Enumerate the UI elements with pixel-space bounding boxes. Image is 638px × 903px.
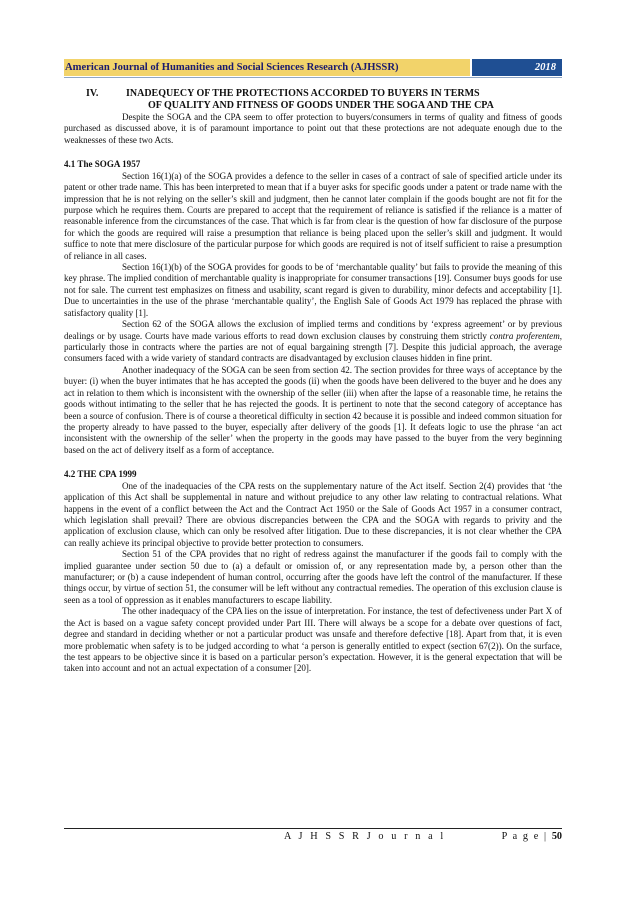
soga-paragraph-3 bbox=[64, 319, 562, 365]
footer-divider bbox=[64, 828, 562, 829]
article-body bbox=[64, 88, 562, 675]
latin-phrase: contra proferentem bbox=[489, 330, 560, 341]
journal-title: American Journal of Humanities and Social Sciences Research (AJHSSR) bbox=[64, 59, 470, 76]
page-label: P a g e | bbox=[501, 831, 552, 842]
cpa-paragraph-1: One of the inadequacies of the CPA rests on the supplementary nature of the Act itself. Section 2(4) provides that ‘the application of this Act shall be supplemental in nature and without prejudice to any other law relating to contractual relations. What happens in the event of a conflict between the Act and the Contract Act 1950 or the Sale of Goods Act 1957 in a consumer contract, which legislation shall prevail? There are obvious discrepancies between the CPA and the SOGA with regards to privity and the application of exclusion clause, which can only be resolved after litigation. Due to these discrepancies, it is not clear whether the CPA can really achieve its principal objective to provide better protection to consumers. bbox=[64, 480, 562, 548]
intro-paragraph: Despite the SOGA and the CPA seem to offer protection to buyers/consumers in terms of quality and fitness of goods purchased as discussed above, it is of paramount importance to point out that these protections are not adequate enough due to the weaknesses of these two Acts. bbox=[64, 112, 562, 145]
header-divider bbox=[64, 77, 562, 78]
subsection-heading-cpa: 4.2 THE CPA 1999 bbox=[64, 469, 137, 480]
footer-journal: A J H S S R J o u r n a l bbox=[284, 831, 446, 842]
soga-paragraph-2: Section 16(1)(b) of the SOGA provides for goods to be of ‘merchantable quality’ but fails to provide the meaning of this key phrase. The implied condition of merchantable quality is inappropriate for consumer transactions [19]. Consumer buys goods for use not for sale. The current test emphasizes on fitness and usability, scant regard is given to durability, minor defects and acceptability [1]. Due to uncertainties in the use of the phrase ‘merchantable quality’, the English Sale of Goods Act 1979 has replaced the phrase with satisfactory quality [1]. bbox=[64, 262, 562, 318]
section-title-line-2: OF QUALITY AND FITNESS OF GOODS UNDER THE SOGA AND THE CPA bbox=[148, 100, 494, 111]
soga-paragraph-1: Section 16(1)(a) of the SOGA provides a defence to the seller in cases of a contract of sale of specified article under its patent or other trade name. This has been interpreted to mean that if a buyer asks for specific goods under a patent or trade name with the impression that he is not relying on the seller’s skill and judgment, then he cannot later complain if the goods bought are not fit for the purpose which he requires them. Courts are prepared to accept that the requirement of reliance is satisfied if the reliance is a matter of reasonable inference from the circumstances of the case. That which is far from clear is the question of how far disclosure of the purpose for which the goods are required will raise a presumption that reliance is being placed upon the seller’s skill and judgment. It would suffice to note that mere disclosure of the particular purpose for which goods are required is not of itself sufficient to raise a presumption of reliance in all cases. bbox=[64, 170, 562, 261]
soga-paragraph-3-part-b: , particularly those in contracts where the parties are not of equal bargaining strength [7]. Despite this judicial approach, the average consumers faced with a wide variety of standard contracts are disadvantaged by exclusion clauses hidden in fine print. bbox=[64, 330, 563, 364]
section-heading bbox=[86, 88, 562, 112]
section-number: IV. bbox=[86, 88, 99, 99]
cpa-paragraph-2: Section 51 of the CPA provides that no right of redress against the manufacturer if the goods fail to comply with the implied guarantee under section 50 due to (a) a default or omission of, or any representation made by, a person other than the manufacturer; or (b) a cause independent of human control, occurring after the goods have left the control of the manufacturer. If these things occur, by virtue of section 51, the consumer will be left without any contractual remedies. The operation of this exclusion clause is seen as a tool of oppression as it enables manufacturers to escape liability. bbox=[64, 549, 562, 605]
page-number: 50 bbox=[551, 831, 562, 842]
subsection-heading-soga: 4.1 The SOGA 1957 bbox=[64, 159, 141, 170]
page-footer bbox=[64, 831, 562, 845]
soga-paragraph-4: Another inadequacy of the SOGA can be seen from section 42. The section provides for three ways of acceptance by the buyer: (i) when the buyer intimates that he has accepted the goods (ii) when the goods have been delivered to the buyer and he does any act in relation to them which is inconsistent with the ownership of the seller (iii) when after the lapse of a reasonable time, he retains the goods without intimating to the seller that he has rejected the goods. It is pertinent to note that the second category of acceptance has been a source of confusion. There is of course a theoretical difficulty in section 42 because it is possible and indeed common situation for the property already to have passed to the buyer, especially after delivery of the goods [1]. It defeats logic to use the phrase ‘an act inconsistent with the ownership of the seller’ when the property in the goods may have passed to the buyer from the very beginning based on the act of delivery itself as a form of acceptance. bbox=[64, 364, 562, 455]
section-title-line-1: INADEQUECY OF THE PROTECTIONS ACCORDED TO BUYERS IN TERMS bbox=[126, 88, 480, 99]
journal-year: 2018 bbox=[472, 59, 562, 76]
journal-header bbox=[64, 59, 562, 76]
page-indicator bbox=[502, 831, 562, 842]
cpa-paragraph-3: The other inadequacy of the CPA lies on the issue of interpretation. For instance, the test of defectiveness under Part X of the Act is based on a vague safety concept provided under Part III. There will always be a scope for a debate over questions of fact, degree and standard in deciding whether or not a particular product was unsafe and therefore defective [18]. Apart from that, it is even more problematic when safety is to be judged according to what ‘a person is generally entitled to expect (section 67(2)). On the surface, the test appears to be objective since it is based on a particular person’s expectation. However, it is the general expectation that will be taken into account and not an actual expectation of a consumer [20]. bbox=[64, 606, 562, 674]
soga-paragraph-3-part-a: Section 62 of the SOGA allows the exclusion of implied terms and conditions by ‘express agreement’ or by previous dealings or by usage. Courts have made various efforts to read down exclusion clauses by construing them strictly bbox=[64, 319, 562, 341]
